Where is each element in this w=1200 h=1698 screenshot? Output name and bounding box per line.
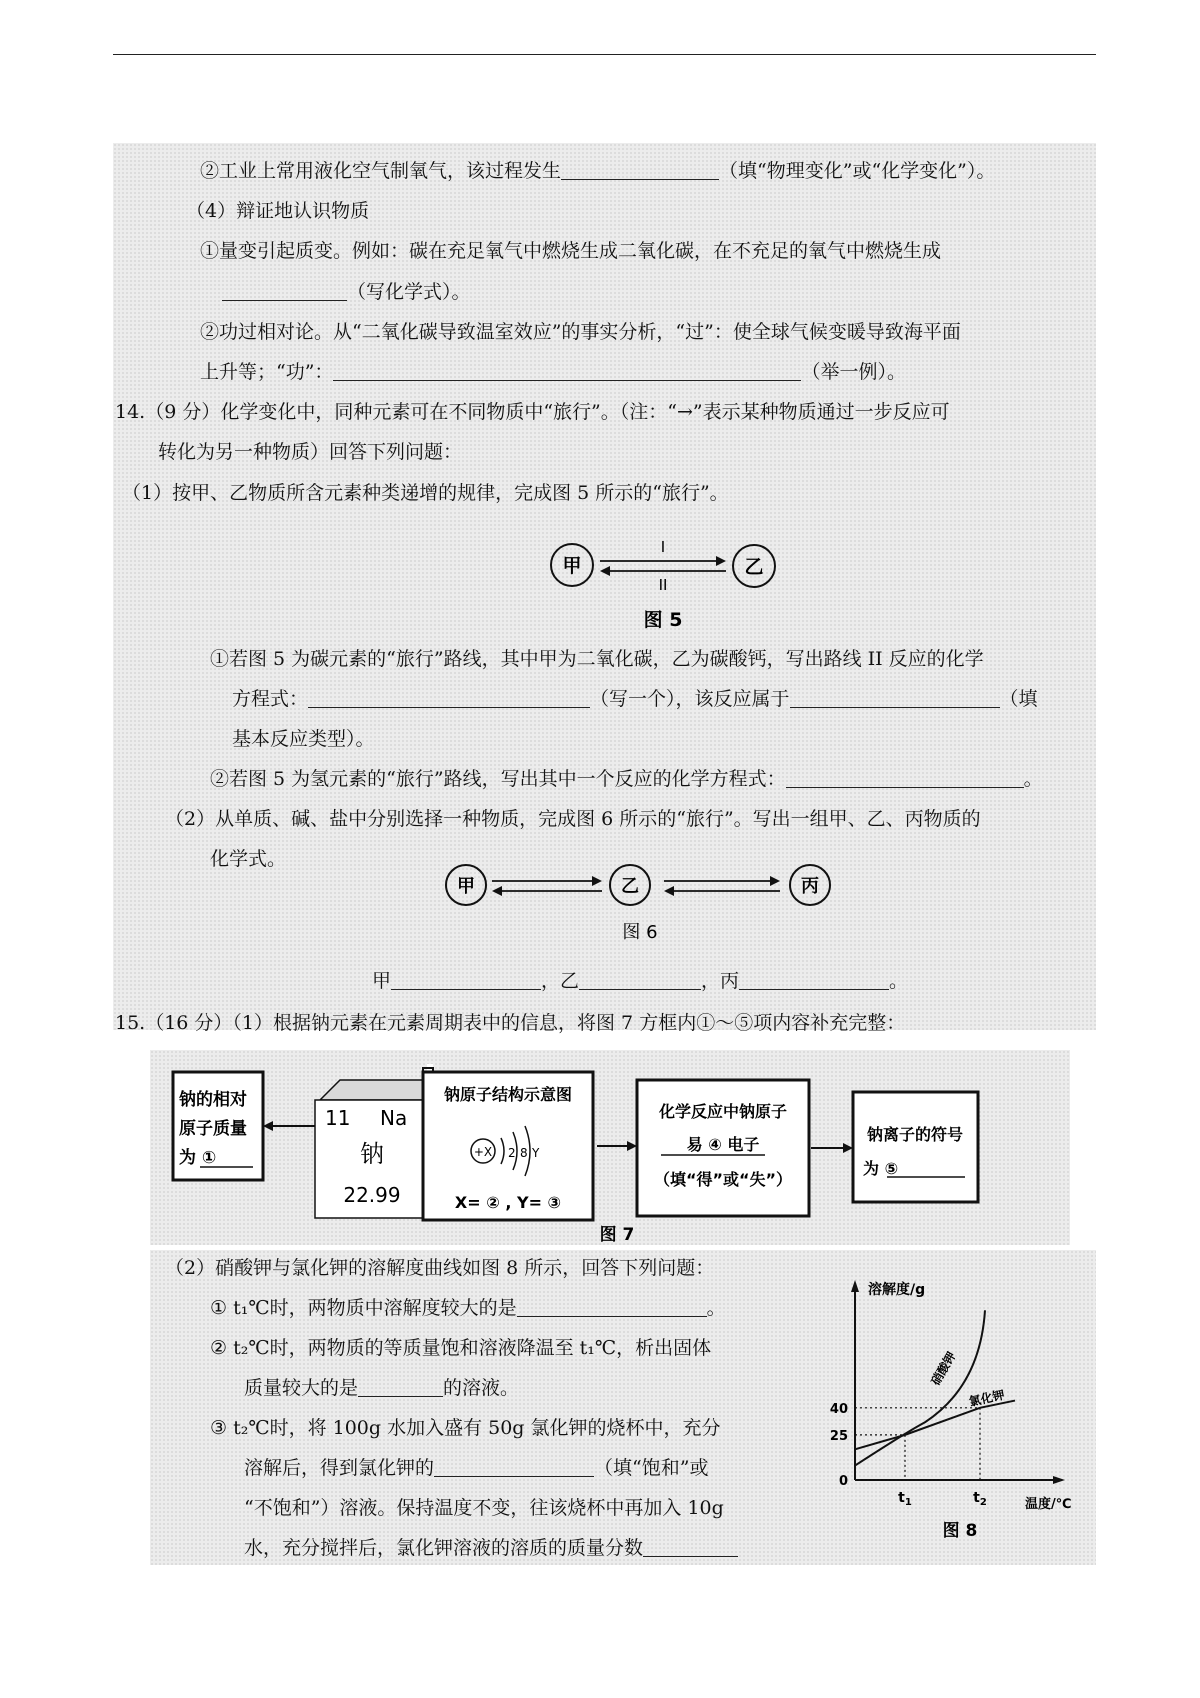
q15-line-5: 质量较大的是 的溶液。 (244, 1377, 520, 1399)
q14-line-6: 基本反应类型）。 (232, 728, 375, 750)
q14-line-10: 甲 ，乙 ，丙 。 (372, 970, 909, 992)
answer-blank[interactable] (333, 362, 801, 381)
answer-blank[interactable] (308, 689, 590, 708)
box1-line-3: 为 ① (179, 1148, 217, 1168)
series-label-kcl: 氯化钾 (967, 1387, 1006, 1409)
box3-bottom: X= ② , Y= ③ (454, 1193, 562, 1212)
figure-8-solubility-chart (820, 1270, 1080, 1550)
node-yi-label: 乙 (744, 556, 764, 578)
node-bing-label: 丙 (801, 876, 819, 897)
figure-7 (165, 1050, 1070, 1245)
answer-blank[interactable] (786, 769, 1024, 788)
figure-5-caption: 图 5 (643, 609, 683, 631)
y-tick-label: 0 (838, 1474, 848, 1489)
q14-line-2: 转化为另一种物质）回答下列问题： (158, 441, 463, 463)
answer-blank[interactable] (434, 1458, 594, 1477)
arrow-label-II: II (658, 576, 668, 594)
answer-blank[interactable] (222, 282, 347, 301)
box5-line-1: 钠离子的符号 (866, 1125, 964, 1144)
element-name: 钠 (360, 1140, 384, 1168)
q15-line-1: 15.（16 分）（1）根据钠元素在元素周期表中的信息，将图 7 方框内①～⑤项内容补充完整： (115, 1012, 906, 1034)
q14-line-8: （2）从单质、碱、盐中分别选择一种物质，完成图 6 所示的“旅行”。写出一组甲、乙、丙物质的 (165, 808, 981, 830)
shell-2-electrons: 8 (520, 1146, 528, 1160)
node-jia-label: 甲 (457, 876, 475, 897)
q13-line-4: （写化学式）。 (222, 279, 471, 305)
answer-blank[interactable] (561, 161, 719, 180)
box4-line-1: 化学反应中钠原子 (658, 1102, 788, 1121)
q14-line-7: ②若图 5 为氢元素的“旅行”路线，写出其中一个反应的化学方程式： 。 (210, 768, 1043, 790)
sodium-ion-symbol-box (853, 1092, 978, 1202)
answer-blank[interactable] (391, 971, 541, 990)
answer-blank[interactable] (358, 1378, 443, 1397)
box4-line-3: （填“得”或“失”） (653, 1170, 793, 1189)
q15-line-7: 溶解后，得到氯化钾的 （填“饱和”或 (244, 1457, 709, 1479)
x-axis-label: 温度/℃ (1025, 1497, 1072, 1512)
series-label-kno3: 硝酸钾 (928, 1349, 959, 1388)
q15-line-4: ② t₂℃时，两物质的等质量饱和溶液降温至 t₁℃，析出固体 (210, 1337, 712, 1359)
y-axis-label: 溶解度/g (868, 1282, 926, 1298)
element-symbol: Na (380, 1106, 408, 1130)
q15-line-6: ③ t₂℃时，将 100g 水加入盛有 50g 氯化钾的烧杯中，充分 (210, 1417, 721, 1439)
box4-line-2: 易 ④ 电子 (686, 1135, 760, 1154)
answer-blank[interactable] (579, 971, 701, 990)
answer-blank[interactable] (739, 971, 889, 990)
shell-1-electrons: 2 (508, 1146, 516, 1160)
q14-line-4: ①若图 5 为碳元素的“旅行”路线，其中甲为二氧化碳，乙为碳酸钙，写出路线 II 反应的化学 (210, 648, 984, 670)
answer-blank[interactable] (643, 1538, 738, 1557)
q14-line-9: 化学式。 (210, 848, 287, 870)
y-tick-label: 40 (829, 1401, 848, 1417)
box1-line-2: 原子质量 (179, 1119, 247, 1139)
q14-line-1: 14.（9 分）化学变化中，同种元素可在不同物质中“旅行”。（注：“→”表示某种物质通过一步反应可 (115, 401, 950, 423)
q13-line-6: 上升等；“功”： （举一例）。 (200, 361, 906, 383)
q14-line-3: （1）按甲、乙物质所含元素种类递增的规律，完成图 5 所示的“旅行”。 (122, 482, 729, 504)
node-yi-label: 乙 (621, 876, 639, 897)
figure-6-caption: 图 6 (622, 922, 658, 943)
box3-title: 钠原子结构示意图 (443, 1085, 573, 1104)
figure-8-caption: 图 8 (942, 1521, 978, 1541)
q15-line-8: “不饱和”）溶液。保持温度不变，往该烧杯中再加入 10g (244, 1497, 724, 1519)
q15-line-9: 水，充分搅拌后，氯化钾溶液的溶质的质量分数 (244, 1535, 738, 1561)
shell-3-electrons: Y (532, 1146, 540, 1160)
q14-line-5: 方程式： （写一个），该反应属于 （填 (232, 688, 1038, 710)
q13-line-2: （4）辩证地认识物质 (186, 200, 370, 222)
answer-blank[interactable] (790, 689, 1000, 708)
q13-line-3: ①量变引起质变。例如：碳在充足氧气中燃烧生成二氧化碳，在不充足的氧气中燃烧生成 (200, 240, 942, 262)
q13-line-1: ②工业上常用液化空气制氧气，该过程发生 （填“物理变化”或“化学变化”）。 (200, 160, 996, 182)
figure-7-caption: 图 7 (599, 1225, 635, 1245)
atomic-mass: 22.99 (343, 1183, 401, 1207)
series-line-kno3 (855, 1310, 985, 1465)
figure-5 (530, 528, 780, 638)
x-tick-label: $t_2$ (973, 1490, 987, 1508)
y-tick-label: 25 (829, 1428, 848, 1444)
header-rule (113, 54, 1096, 55)
x-tick-label: $t_1$ (898, 1490, 912, 1508)
box1-line-1: 钠的相对 (179, 1090, 247, 1110)
box5-line-2: 为 ⑤ (863, 1159, 899, 1178)
figure-6 (440, 860, 840, 960)
answer-blank[interactable] (517, 1298, 707, 1317)
arrow-label-I: I (660, 538, 666, 556)
nucleus-charge: +X (473, 1145, 493, 1159)
q13-line-5: ②功过相对论。从“二氧化碳导致温室效应”的事实分析，“过”：使全球气候变暖导致海平面 (200, 321, 961, 343)
q15-line-2: （2）硝酸钾与氯化钾的溶解度曲线如图 8 所示，回答下列问题： (165, 1257, 715, 1279)
atomic-number: 11 (325, 1106, 351, 1130)
q15-line-3: ① t₁℃时，两物质中溶解度较大的是 。 (210, 1297, 726, 1319)
node-jia-label: 甲 (562, 555, 582, 577)
